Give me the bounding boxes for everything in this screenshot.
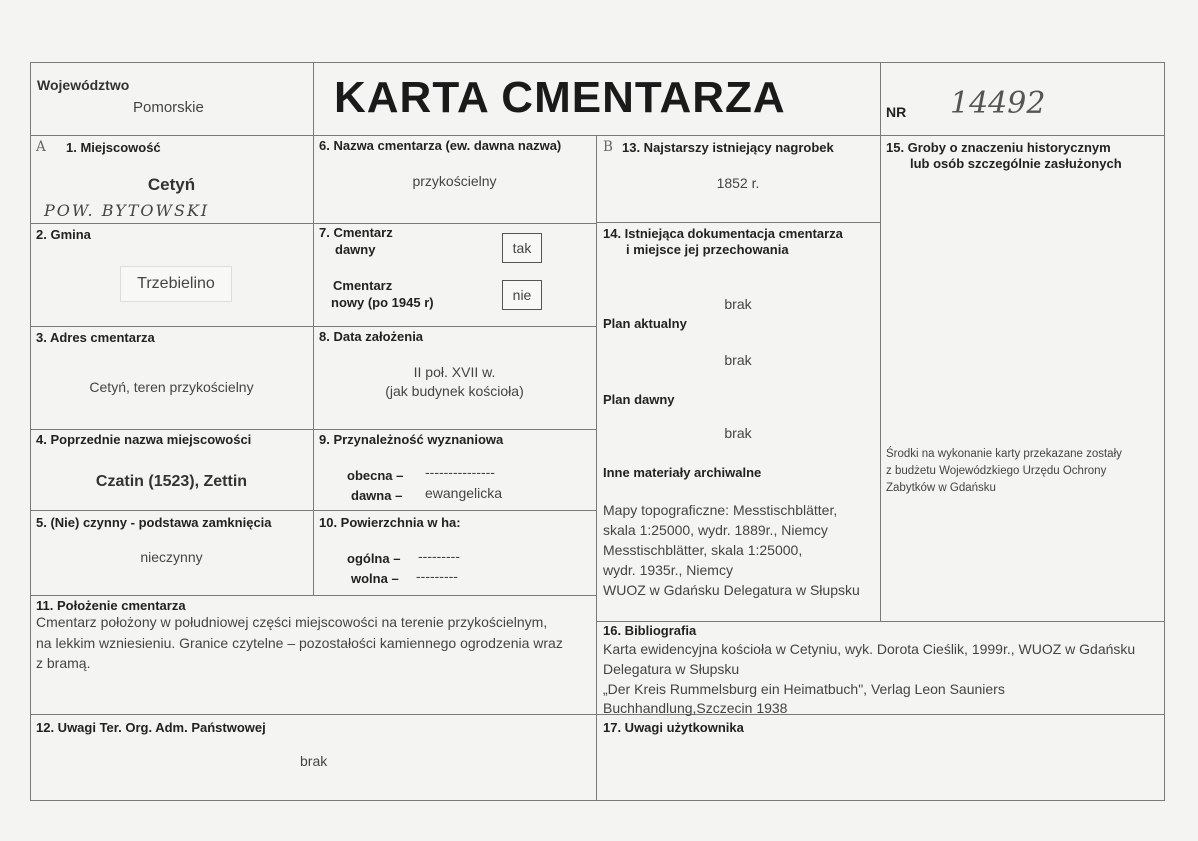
wyznanie-label: 9. Przynależność wyznaniowa [319,432,504,447]
nowy-value: nie [502,280,542,310]
bibliografia-label: 16. Bibliografia [603,623,697,638]
inne-line-3: Messtischblätter, skala 1:25000, [603,542,803,558]
data-zalozenia-label: 8. Data założenia [319,329,424,344]
bibliografia-line-2: Delegatura w Słupsku [603,661,740,677]
ogolna-label: ogólna – [347,551,401,566]
powiat-handwritten: POW. BYTOWSKI [44,201,210,220]
nr-value-handwritten: 14492 [950,86,1046,121]
inne-line-5: WUOZ w Gdańsku Delegatura w Słupsku [603,582,860,598]
page-title: KARTA CMENTARZA [334,73,786,122]
srodki-line-3: Zabytków w Gdańsku [886,482,996,494]
bibliografia-line-4: Buchhandlung,Szczecin 1938 [603,700,788,716]
wojewodztwo-label: Województwo [37,77,130,93]
inne-line-4: wydr. 1935r., Niemcy [603,562,733,578]
polozenie-line-2: na lekkim wzniesieniu. Granice czytelne – pozostałości kamiennego ogrodzenia wraz [36,635,563,651]
row-line-11 [30,595,596,596]
bibliografia-line-1: Karta ewidencyjna kościoła w Cetyniu, wyk. Dorota Cieślik, 1999r., WUOZ w Gdańsku [603,641,1136,657]
plan-dawny-label: Plan dawny [603,392,675,407]
wojewodztwo-value: Pomorskie [133,99,204,116]
srodki-line-1: Środki na wykonanie karty przekazane zostały [886,448,1122,460]
inne-label: Inne materiały archiwalne [603,465,762,480]
nowy-label-1: Cmentarz [333,278,393,293]
frame-right [1164,62,1165,801]
nazwa-label: 6. Nazwa cmentarza (ew. dawna nazwa) [319,138,562,153]
plan-aktualny-label: Plan aktualny [603,316,687,331]
nazwa-value: przykościelny [412,173,497,189]
row-line-3 [30,326,596,327]
miejscowosc-label: 1. Miejscowość [66,140,161,155]
miejscowosc-value: Cetyń [147,175,196,194]
row-line-4 [30,429,596,430]
nagrobek-label: 13. Najstarszy istniejący nagrobek [622,140,834,155]
czynny-value: nieczynny [140,549,203,565]
row-line-12 [30,714,1165,715]
frame-top [30,62,1165,63]
inne-line-1: Mapy topograficzne: Messtischblätter, [603,502,838,518]
poprzednie-value: Czatin (1523), Zettin [95,473,248,490]
row-line-14 [596,222,880,223]
uwagi-uzytkownika-label: 17. Uwagi użytkownika [603,720,744,735]
polozenie-label: 11. Położenie cmentarza [36,598,186,613]
data-zalozenia-value-2: (jak budynek kościoła) [385,383,524,399]
nowy-label-2: nowy (po 1945 r) [331,295,434,310]
gmina-label: 2. Gmina [36,227,91,242]
gmina-value: Trzebielino [120,266,232,302]
poprzednie-label: 4. Poprzednie nazwa miejscowości [36,432,252,447]
cmentarz-label: 7. Cmentarz [319,225,393,240]
wolna-value: --------- [416,568,458,584]
nr-label: NR [886,104,907,120]
col-divider-1 [313,62,314,595]
plan-aktualny-value: brak [724,352,752,368]
uwagi-ter-value: brak [300,753,328,769]
col-divider-2 [596,135,597,801]
czynny-label: 5. (Nie) czynny - podstawa zamknięcia [36,515,272,530]
data-zalozenia-value-1: II poł. XVII w. [413,364,496,380]
bibliografia-line-3: „Der Kreis Rummelsburg ein Heimatbuch", Verlag Leon Sauniers [603,681,1005,697]
groby-label-1: 15. Groby o znaczeniu historycznym [886,140,1111,155]
adres-label: 3. Adres cmentarza [36,330,155,345]
obecna-value: --------------- [425,464,495,480]
section-b-letter: B [603,139,613,155]
srodki-line-2: z budżetu Wojewódzkiego Urzędu Ochrony [886,465,1107,477]
plan-dawny-value: brak [724,425,752,441]
polozenie-line-1: Cmentarz położony w południowej części miejscowości na terenie przykościelnym, [36,614,548,630]
dokumentacja-value: brak [724,296,752,312]
header-divider [30,135,1165,136]
dawny-label: dawny [335,242,376,257]
inne-line-2: skala 1:25000, wydr. 1889r., Niemcy [603,522,828,538]
adres-value: Cetyń, teren przykościelny [89,379,254,395]
obecna-label: obecna – [347,468,404,483]
dokumentacja-label-2: i miejsce jej przechowania [626,242,789,257]
dokumentacja-label-1: 14. Istniejąca dokumentacja cmentarza [603,226,843,241]
groby-label-2: lub osób szczególnie zasłużonych [910,156,1122,171]
ogolna-value: --------- [418,548,460,564]
frame-bottom [30,800,1165,801]
powierzchnia-label: 10. Powierzchnia w ha: [319,515,461,530]
frame-left [30,62,31,801]
dawny-value: tak [502,233,542,263]
col-divider-3 [880,62,881,621]
row-line-2 [30,223,596,224]
row-line-5 [30,510,596,511]
dawna-value: ewangelicka [425,485,503,501]
nagrobek-value: 1852 r. [716,175,760,191]
dawna-label: dawna – [351,488,403,503]
polozenie-line-3: z bramą. [36,655,91,671]
wolna-label: wolna – [351,571,399,586]
section-a-letter: A [36,139,46,155]
uwagi-ter-label: 12. Uwagi Ter. Org. Adm. Państwowej [36,720,266,735]
